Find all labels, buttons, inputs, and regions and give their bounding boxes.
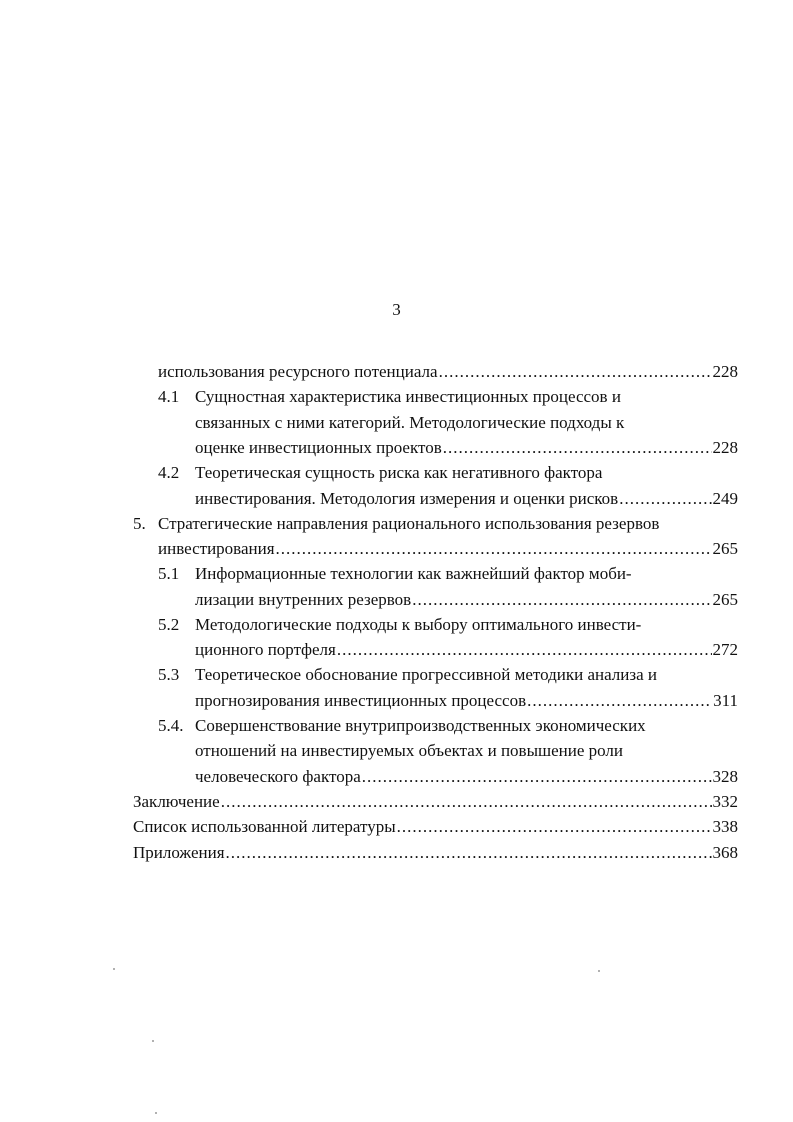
- toc-entry-title: прогнозирования инвестиционных процессов: [195, 691, 527, 710]
- toc-page-number: 311: [713, 691, 738, 710]
- toc-page-number: 368: [712, 843, 738, 862]
- toc-leader-dots: [337, 638, 712, 662]
- toc-line: [195, 739, 738, 763]
- toc-page-number: 265: [712, 539, 738, 558]
- page-number: 3: [392, 300, 401, 319]
- toc-line: [158, 537, 738, 561]
- toc-page-number: 272: [712, 640, 738, 659]
- toc-entry-title: Сущностная характеристика инвестиционных процессов и: [195, 387, 621, 406]
- toc-line: [195, 765, 738, 789]
- toc-line: [158, 360, 738, 384]
- toc-entry-title: отношений на инвестируемых объектах и повышение роли: [195, 741, 623, 760]
- toc-line: [158, 714, 738, 738]
- toc-entry-title: Список использованной литературы: [133, 817, 396, 836]
- toc-entry-title: использования ресурсного потенциала: [158, 362, 438, 381]
- toc-section-number: 4.1: [158, 387, 180, 406]
- toc-section-number: 4.2: [158, 463, 180, 482]
- toc-leader-dots: [221, 790, 712, 814]
- toc-section-number: 5.: [133, 514, 146, 533]
- toc-line: [158, 562, 738, 586]
- toc-entry-title: оценке инвестиционных проектов: [195, 438, 442, 457]
- toc-leader-dots: [412, 588, 711, 612]
- toc-section-number: 5.2: [158, 615, 180, 634]
- toc-line: [195, 638, 738, 662]
- toc-line: [158, 613, 738, 637]
- toc-entry-title: Приложения: [133, 843, 225, 862]
- toc-entry-title: Информационные технологии как важнейший фактор моби-: [195, 564, 632, 583]
- toc-leader-dots: [527, 689, 712, 713]
- toc-entry-title: Совершенствование внутрипроизводственных экономических: [195, 716, 646, 735]
- toc-entry-title: лизации внутренних резервов: [195, 590, 412, 609]
- toc-page-number: 228: [712, 438, 738, 457]
- toc-section-number: 5.4.: [158, 716, 184, 735]
- toc-line: [133, 512, 738, 536]
- toc-section-number: 5.3: [158, 665, 180, 684]
- toc-entry-title: инвестирования. Методология измерения и оценки рисков: [195, 489, 619, 508]
- toc-entry-title: связанных с ними категорий. Методологические подходы к: [195, 413, 625, 432]
- toc-page-number: 338: [712, 817, 738, 836]
- toc-line: [133, 790, 738, 814]
- toc-line: [195, 436, 738, 460]
- toc-leader-dots: [439, 360, 712, 384]
- toc-leader-dots: [443, 436, 712, 460]
- toc-leader-dots: [397, 815, 712, 839]
- toc-entry-title: ционного портфеля: [195, 640, 336, 659]
- toc-page-number: 265: [712, 590, 738, 609]
- scan-speck: [598, 970, 600, 972]
- toc-leader-dots: [619, 487, 711, 511]
- toc-line: [133, 815, 738, 839]
- toc-page-number: 332: [712, 792, 738, 811]
- toc-line: [158, 385, 738, 409]
- toc-entry-title: Методологические подходы к выбору оптимального инвести-: [195, 615, 642, 634]
- toc-line: [158, 461, 738, 485]
- toc-leader-dots: [276, 537, 712, 561]
- toc-line: [195, 411, 738, 435]
- toc-entry-title: Заключение: [133, 792, 220, 811]
- toc-page-number: 328: [712, 767, 738, 786]
- toc-line: [195, 487, 738, 511]
- toc-page-number: 249: [712, 489, 738, 508]
- toc-line: [133, 841, 738, 865]
- toc-leader-dots: [362, 765, 712, 789]
- toc-leader-dots: [226, 841, 712, 865]
- scan-speck: [152, 1040, 154, 1042]
- toc-entry-title: человеческого фактора: [195, 767, 361, 786]
- toc-entry-title: Теоретическая сущность риска как негативного фактора: [195, 463, 603, 482]
- toc-entry-title: инвестирования: [158, 539, 275, 558]
- toc-line: [195, 588, 738, 612]
- toc-entry-title: Стратегические направления рационального использования резервов: [158, 514, 660, 533]
- toc-section-number: 5.1: [158, 564, 180, 583]
- toc-line: [158, 663, 738, 687]
- scan-speck: [113, 968, 115, 970]
- toc-page-number: 228: [712, 362, 738, 381]
- scan-speck: [155, 1112, 157, 1114]
- toc-entry-title: Теоретическое обоснование прогрессивной методики анализа и: [195, 665, 657, 684]
- toc-line: [195, 689, 738, 713]
